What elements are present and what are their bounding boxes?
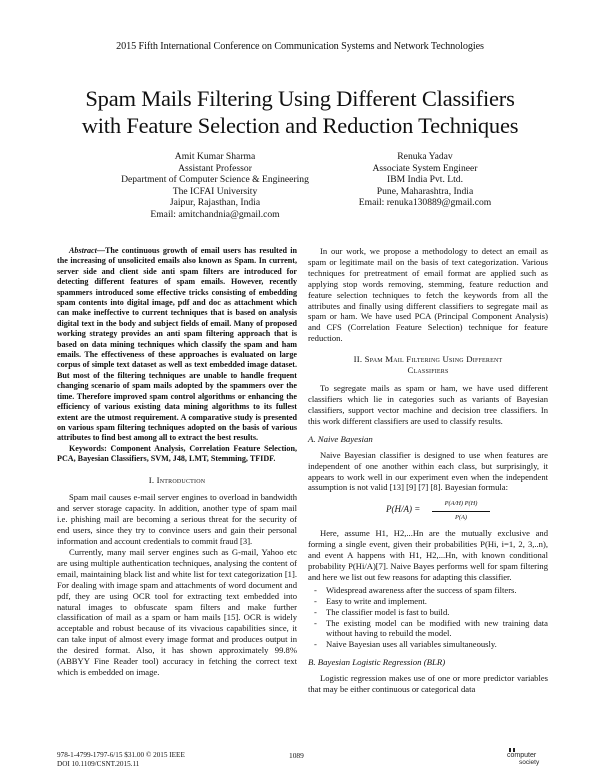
formula-fraction (432, 499, 490, 524)
section-heading-line-1: II. Spam Mail Filtering Using Different (353, 354, 503, 365)
author-location: Jaipur, Rajasthan, India (169, 197, 261, 209)
list-item: - Naive Bayesian uses all variables simultaneously. (308, 639, 548, 650)
intro-paragraph-1: Spam mail causes e-mail server engines to overload in bandwidth and server storage capacity. In addition, another type of spam mail i.e. phishing mail are becoming a serious threat for the security of end users, since they try to convince users and gain their personal information and account credentials to commit fraud [3]. (57, 492, 297, 547)
classifiers-paragraph: To segregate mails as spam or ham, we have used different classifiers which lie in categories such as variants of Bayesian classifiers, support vector machine and decision tree classifiers. In this work different classifiers are used to classify results. (308, 383, 548, 426)
list-item: - The existing model can be modified with new training data without having to rebuild the model. (308, 618, 548, 640)
abstract-text: —The continuous growth of email users has resulted in the increasing of unsolicited emails also known as Spam. In current, server side and client side anti spam filters are introduced for detecting different features of spam emails. However, recently spammers introduced some effective tricks consisting of embedding spam contents into digital image, pdf and doc as attachment which can make ineffective to current techniques that is based on analysis digital text in the body and subject fields of email. Many of proposed working strategy provides an anti spam filtering approach that is based on data mining techniques which classify the spam and ham emails. The effectiveness of these approaches is evaluated on large corpus of simple text dataset as well as text embedded image dataset. But most of the filtering techniques are unable to handle frequent changing scenario of spam mails adopted by the spammers over the time. Therefore improved spam control algorithms or enhancing the efficiency of various existing data mining algorithms to its fullest extent are the utmost requirement. A comparative study is presented on various spam filtering techniques adopted on the basis of various attributes to find best among all to extract the best results. (57, 246, 297, 443)
author-org: The ICFAI University (172, 185, 258, 197)
naive-bayes-paragraph-1: Naive Bayesian classifier is designed to use when features are independent of one another within each class, but surprisingly, it appears to work well in our experiment even when the independent assumption is not valid [13] [9] [7] [8]. Bayesian formula: (308, 449, 548, 493)
formula-denominator: P(A) (454, 514, 468, 522)
author-name: Renuka Yadav (397, 151, 453, 162)
footer-doi: DOI 10.1109/CSNT.2015.11 (57, 760, 140, 768)
keywords: Keywords: Component Analysis, Correlation Feature Selection, PCA, Bayesian Classifiers, SVM, J48, LMT, Stemming, TFIDF. (57, 443, 297, 464)
list-item: - Widespread awareness after the success of spam filters. (308, 585, 548, 596)
formula-lhs: P(H/A) = (386, 504, 421, 515)
left-column (57, 246, 297, 678)
footer-copyright (57, 751, 185, 769)
list-item: - The classifier model is fast to build. (308, 607, 548, 618)
title-line-1: Spam Mails Filtering Using Different Classifiers (85, 86, 515, 111)
naive-bayes-reasons-list (308, 585, 548, 650)
paper-title (40, 85, 560, 139)
author-role: Associate System Engineer (372, 162, 478, 174)
abstract-lead: Abstract (69, 246, 97, 255)
intro-paragraph-2: Currently, many mail server engines such as G-mail, Yahoo etc are using multiple authentication techniques, analysing the content of email, maintaining black list and white list for text categorization [1]. For dealing with image spam and attachments of word document and pdf, they are using OCR tool for extracting text embedded into natural images to obfuscate spam filters and make further classification of mail as a spam or ham mails [15]. OCR is widely acceptable and robust because of its vivacious capabilities since, it can take input of almost every image format and produces output in the desired format. Also, it has shown approximately 99.8% (ABBYY Fine Reader tool) accuracy in fetching the correct text which is embedded on image. (57, 546, 297, 677)
author-location: Pune, Maharashtra, India (376, 185, 474, 197)
author-org: IBM India Pvt. Ltd. (387, 174, 463, 186)
logo-text-line-2: society (519, 759, 540, 766)
author-role: Assistant Professor (178, 162, 252, 174)
bayes-formula (308, 499, 548, 522)
footer-isbn: 978-1-4799-1797-6/15 $31.00 © 2015 IEEE (57, 751, 185, 759)
logo-text-line-1: computer (507, 752, 537, 759)
section-heading-introduction: I. Introduction (148, 474, 206, 485)
naive-bayes-paragraph-2: Here, assume H1, H2,...Hn are the mutually exclusive and forming a single event, given their probabilities P(Hi, i=1, 2, 3,..n), and event A happens with H1, H2,...Hn, with known conditional probability P(Hi/A)[7]. Naive Bayes performs well for spam filtering and here we list out few reasons for adapting this classifier. (308, 528, 548, 582)
blr-paragraph: Logistic regression makes use of one or more predictor variables that may be either continuous or categorical data (308, 673, 548, 695)
author-email: Email: amitchandnia@gmail.com (150, 208, 280, 220)
section-heading-classifiers (308, 354, 548, 376)
section-heading-line-2: Classifiers (407, 365, 449, 376)
abstract (57, 246, 297, 444)
list-item: - Easy to write and implement. (308, 596, 548, 607)
formula-numerator: P(A/H) P(H) (432, 499, 490, 512)
author-block-2 (300, 151, 550, 209)
right-column (308, 246, 548, 695)
author-email: Email: renuka130889@gmail.com (358, 197, 492, 209)
methodology-paragraph: In our work, we propose a methodology to detect an email as spam or legitimate mail on the basis of text categorization. Various techniques for pretreatment of email format are applied such as applying stop words removing, stemming, feature reduction and feature selection techniques to fetch the keywords from all the attributes and finally using different classifiers to segregate mail as spam or ham. We have used PCA (Principal Component Analysis) and CFS (Correlation Feature Selection) technique for feature reduction. (308, 246, 548, 344)
title-line-2: with Feature Selection and Reduction Techniques (81, 113, 519, 138)
conference-header: 2015 Fifth International Conference on Communication Systems and Network Technologies (116, 41, 484, 52)
subsection-heading-naive-bayesian: A. Naive Bayesian (308, 433, 373, 444)
subsection-heading-blr: B. Bayesian Logistic Regression (BLR) (308, 657, 446, 668)
author-dept: Department of Computer Science & Engineering (121, 174, 309, 186)
page-number: 1089 (289, 751, 304, 760)
computer-society-logo (497, 747, 552, 769)
author-name: Amit Kumar Sharma (174, 151, 256, 162)
